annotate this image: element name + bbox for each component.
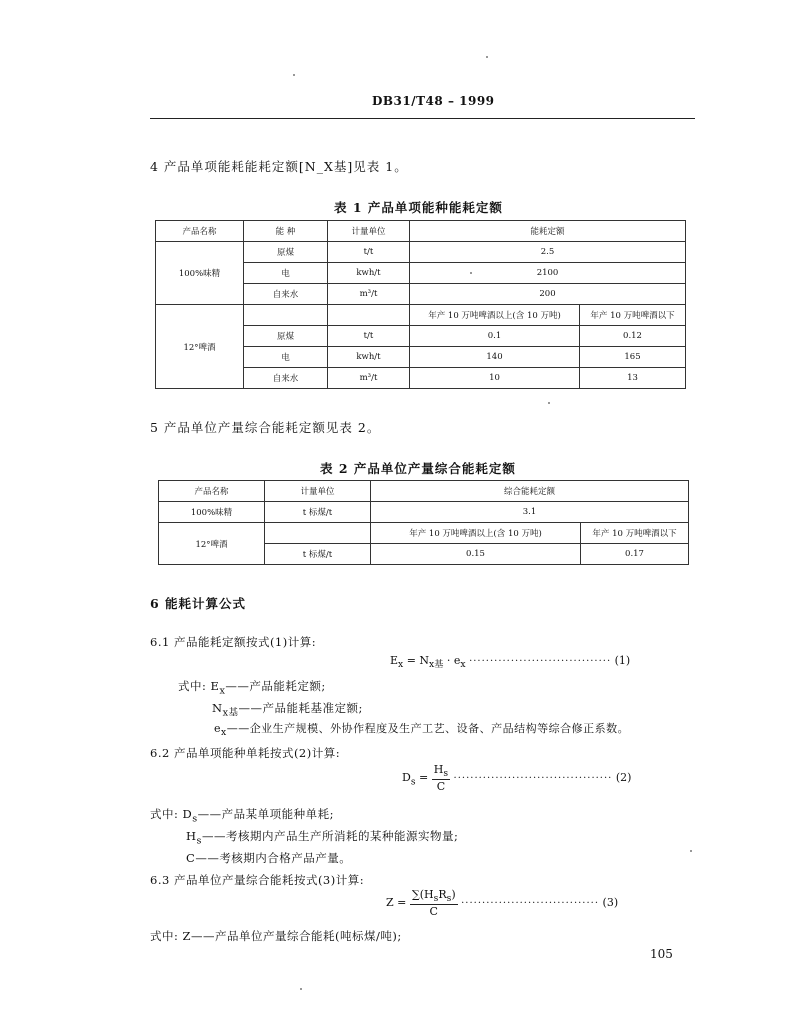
table-cell: 10 xyxy=(410,368,580,389)
section-6-1-text: 6.1 产品能耗定额按式(1)计算: xyxy=(150,635,317,649)
equation-1: $E_x = N_{x基} \cdot e_x$ ·································· (1) xyxy=(390,654,631,671)
scan-speck xyxy=(293,74,295,76)
table-cell: 2100 xyxy=(410,263,686,284)
table-row xyxy=(159,502,689,523)
section-6-2-text: 6.2 产品单项能种单耗按式(2)计算: xyxy=(150,746,341,760)
table-cell xyxy=(244,305,328,326)
scan-speck xyxy=(486,56,488,58)
eq3-fraction: $\frac{\sum(H_sR_s)}{C}$ xyxy=(411,888,456,919)
table-cell: 12°啤酒 xyxy=(156,305,244,389)
table-cell: t 标煤/t xyxy=(265,502,371,523)
table-cell xyxy=(265,523,371,544)
eq3-number: (3) xyxy=(602,896,619,910)
scan-speck xyxy=(548,402,550,404)
table-cell: 200 xyxy=(410,284,686,305)
table-row xyxy=(159,523,689,544)
eq2-number: (2) xyxy=(615,771,632,785)
table-cell: t/t xyxy=(328,326,410,347)
eq3-denominator: C xyxy=(429,905,438,919)
where-line-1: 式中: $E_x——$产品能耗定额; xyxy=(178,679,326,697)
table-cell: t/t xyxy=(328,242,410,263)
header-rule xyxy=(150,118,695,119)
table-cell: 自来水 xyxy=(244,368,328,389)
section-6-title: 6 能耗计算公式 xyxy=(150,596,247,611)
table-cell: 电 xyxy=(244,347,328,368)
table2-caption: 表 2 产品单位产量综合能耗定额 xyxy=(320,461,516,476)
table-cell: t 标煤/t xyxy=(265,544,371,565)
page-number: 105 xyxy=(650,947,673,961)
eq3-lhs: Z xyxy=(386,896,394,910)
where-description: ——产品某单项能种单耗; xyxy=(197,807,335,821)
table-cell: 0.12 xyxy=(580,326,686,347)
table-subheader-cell: 年产 10 万吨啤酒以下 xyxy=(581,523,689,544)
table-row xyxy=(156,242,686,263)
equation-2: $D_s$ = $\frac{H_s}{C}$ ······································ (2) xyxy=(402,763,632,794)
table-cell: 原煤 xyxy=(244,242,328,263)
table-cell: 165 xyxy=(580,347,686,368)
table2-header-cell: 计量单位 xyxy=(265,481,371,502)
section-6-3-text: 6.3 产品单位产量综合能耗按式(3)计算: xyxy=(150,873,365,887)
table-cell: 100%味精 xyxy=(156,242,244,305)
eq2-numerator: H xyxy=(433,763,444,776)
where-description: ——产品能耗定额; xyxy=(225,679,326,693)
where-line-2: $N_{x基}——$产品能耗基准定额; xyxy=(212,701,363,719)
where-description: ——考核期内产品生产所消耗的某种能源实物量; xyxy=(201,829,459,843)
eq1-number: (1) xyxy=(614,654,631,667)
scan-speck xyxy=(300,988,302,990)
section-4-text: 4 产品单项能耗能耗定额[N_X基]见表 1。 xyxy=(150,159,408,174)
where-description: ——产品单位产量综合能耗(吨标煤/吨); xyxy=(191,929,402,943)
table1-header-cell: 能 种 xyxy=(244,221,328,242)
table1-header-row xyxy=(156,221,686,242)
scan-speck xyxy=(690,850,692,852)
table-cell: kwh/t xyxy=(328,347,410,368)
table-cell: 0.1 xyxy=(410,326,580,347)
eq1-lhs: E xyxy=(390,654,399,667)
where-line-7 xyxy=(150,928,402,944)
table1-header-cell: 产品名称 xyxy=(156,221,244,242)
table-subheader-cell: 年产 10 万吨啤酒以下 xyxy=(580,305,686,326)
where-symbol: N xyxy=(212,701,223,715)
table2-header-cell: 综合能耗定额 xyxy=(371,481,689,502)
table2 xyxy=(158,480,689,565)
where-symbol: e xyxy=(214,722,222,735)
where-line-3: $e_x——$企业生产规模、外协作程度及生产工艺、设备、产品结构等综合修正系数。 xyxy=(214,722,630,739)
table-cell: 140 xyxy=(410,347,580,368)
eq2-denominator: C xyxy=(436,780,446,794)
table-cell: 12°啤酒 xyxy=(159,523,265,565)
table-subheader-cell: 年产 10 万吨啤酒以上(含 10 万吨) xyxy=(410,305,580,326)
table-cell: m³/t xyxy=(328,368,410,389)
table-cell: 自来水 xyxy=(244,284,328,305)
eq1-tail: · e xyxy=(446,654,461,667)
table1-caption: 表 1 产品单项能种能耗定额 xyxy=(334,200,503,215)
scan-speck xyxy=(470,272,472,274)
eq1-rhs: = N xyxy=(406,654,430,667)
table1 xyxy=(155,220,686,389)
table-cell: 2.5 xyxy=(410,242,686,263)
where-description: ——产品能耗基准定额; xyxy=(238,701,363,715)
where-symbol: C xyxy=(186,851,196,865)
where-description: ——企业生产规模、外协作程度及生产工艺、设备、产品结构等综合修正系数。 xyxy=(226,722,630,735)
table1-header-cell: 计量单位 xyxy=(328,221,410,242)
table-cell: 100%味精 xyxy=(159,502,265,523)
where-symbol: 式中: D xyxy=(150,807,193,821)
standard-number: DB31/T48 – 1999 xyxy=(372,94,495,108)
table-cell xyxy=(328,305,410,326)
table-cell: 3.1 xyxy=(371,502,689,523)
section-5-text: 5 产品单位产量综合能耗定额见表 2。 xyxy=(150,420,381,435)
table-cell: 原煤 xyxy=(244,326,328,347)
table-cell: 0.17 xyxy=(581,544,689,565)
equation-3: Z = $\frac{\sum(H_sR_s)}{C}$ ································· (3) xyxy=(386,888,619,919)
where-line-6 xyxy=(186,850,351,866)
table-cell: 电 xyxy=(244,263,328,284)
where-symbol: 式中: Z xyxy=(150,929,192,943)
table2-header-row xyxy=(159,481,689,502)
eq3-numerator: ∑(H xyxy=(411,888,434,901)
table-row xyxy=(156,305,686,326)
where-description: ——考核期内合格产品产量。 xyxy=(195,851,352,865)
eq2-fraction: $\frac{H_s}{C}$ xyxy=(433,763,449,794)
where-line-5: $H_s——$考核期内产品生产所消耗的某种能源实物量; xyxy=(186,829,459,847)
eq2-lhs: D xyxy=(402,771,411,785)
table-subheader-cell: 年产 10 万吨啤酒以上(含 10 万吨) xyxy=(371,523,581,544)
table2-header-cell: 产品名称 xyxy=(159,481,265,502)
where-line-4: 式中: $D_s——$产品某单项能种单耗; xyxy=(150,807,335,825)
where-symbol: H xyxy=(186,829,197,843)
table1-header-cell: 能耗定额 xyxy=(410,221,686,242)
table-cell: 0.15 xyxy=(371,544,581,565)
where-symbol: 式中: E xyxy=(178,679,220,693)
table-cell: kwh/t xyxy=(328,263,410,284)
table-cell: 13 xyxy=(580,368,686,389)
table-cell: m³/t xyxy=(328,284,410,305)
